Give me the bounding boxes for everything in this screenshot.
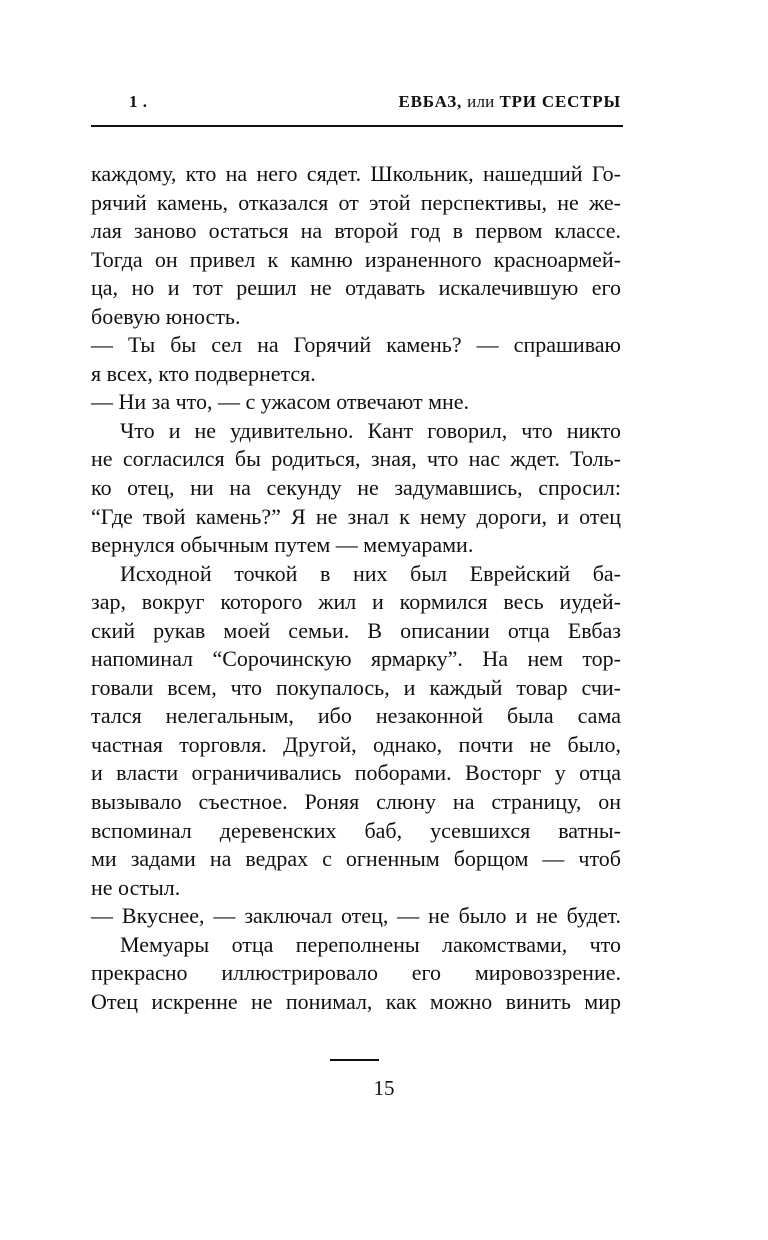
text-line: тался нелегальным, ибо незаконной была сама — [91, 703, 621, 729]
header-rule — [91, 125, 623, 127]
text-line: зар, вокруг которого жил и кормился весь иудей- — [91, 589, 621, 615]
text-line: я всех, кто подвернется. — [91, 360, 316, 386]
text-line: ца, но и тот решил не отдавать искалечившую его — [91, 275, 621, 301]
text-line: вспоминал деревенских баб, усевшихся ватны- — [91, 817, 621, 843]
text-line: частная торговля. Другой, однако, почти не было, — [91, 731, 621, 757]
text-line: “Где твой камень?” Я не знал к нему дороги, и отец — [91, 503, 621, 529]
text-line: каждому, кто на него сядет. Школьник, нашедший Го- — [91, 161, 621, 186]
text-line: лая заново остаться на второй год в первом классе. — [91, 218, 621, 244]
running-title-part1: ЕВБАЗ, — [398, 92, 463, 111]
running-title-part2: или — [467, 92, 495, 111]
text-line: прекрасно иллюстрировало его мировоззрение. — [91, 960, 621, 986]
text-line: ко отец, ни на секунду не задумавшись, спросил: — [91, 475, 621, 501]
text-line: Исходной точкой в них был Еврейский ба- — [120, 560, 621, 586]
text-line: напоминал “Сорочинскую ярмарку”. На нем тор- — [91, 646, 621, 672]
body-text — [91, 160, 621, 1016]
text-line: ми задами на ведрах с огненным борщом — чтоб — [91, 846, 621, 872]
text-line: Тогда он привел к камню израненного красноармей- — [91, 246, 621, 272]
text-line: ский рукав моей семьи. В описании отца Евбаз — [91, 617, 621, 643]
chapter-number: 1 . — [129, 92, 148, 111]
text-line: вызывало съестное. Роняя слюну на страницу, он — [91, 789, 621, 815]
text-line: боевую юность. — [91, 303, 241, 329]
text-line: вернулся обычным путем — мемуарами. — [91, 532, 474, 558]
running-title — [399, 92, 622, 112]
text-line: — Вкуснее, — заключал отец, — не было и не будет. — [91, 903, 621, 929]
text-line: говали всем, что покупалось, и каждый товар счи- — [91, 674, 621, 700]
page-number: 15 — [373, 1076, 395, 1100]
text-line: не согласился бы родиться, зная, что нас ждет. Толь- — [91, 446, 621, 472]
running-head — [91, 92, 623, 116]
text-line: Что и не удивительно. Кант говорил, что никто — [120, 417, 621, 443]
text-line: Мемуары отца переполнены лакомствами, что — [120, 931, 621, 957]
running-title-part3: ТРИ СЕСТРЫ — [499, 92, 621, 111]
text-line: и власти ограничивались поборами. Восторг у отца — [91, 760, 621, 786]
footer-rule — [330, 1059, 379, 1061]
text-line: — Ты бы сел на Горячий камень? — спрашиваю — [91, 332, 621, 358]
text-line: — Ни за что, — с ужасом отвечают мне. — [91, 389, 470, 415]
text-line: рячий камень, отказался от этой перспективы, не же- — [91, 189, 621, 215]
text-line: не остыл. — [91, 874, 181, 900]
text-line: Отец искренне не понимал, как можно винить мир — [91, 988, 621, 1014]
